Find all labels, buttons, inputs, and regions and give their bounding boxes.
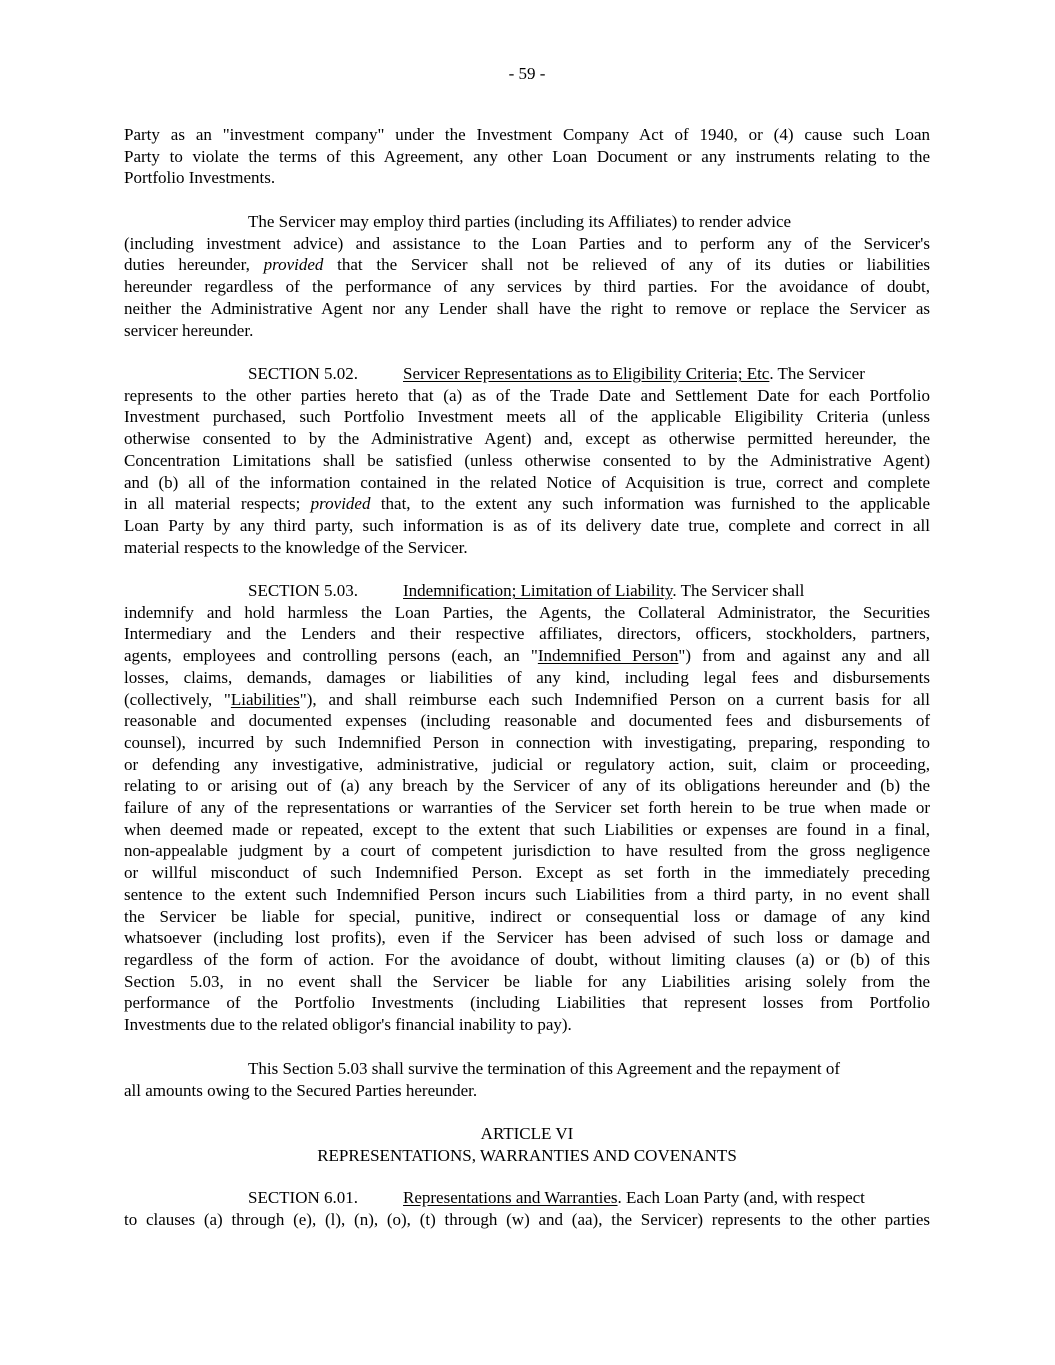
text-line: indemnify and hold harmless the Loan Parties, the Agents, the Collateral Administrator, the Securities [124,602,930,622]
text-line: Portfolio Investments. [124,168,276,188]
paragraph-third-parties [124,211,930,341]
text-line: relating to or arising out of (a) any breach by the Servicer of any of its obligations hereunder and (b) the [124,776,930,796]
text-line: when deemed made or repeated, except to the extent that such Liabilities or expenses are found in a final, [124,819,930,839]
section-5-03: SECTION 5.03. Indemnification; Limitation of Liability. The Servicer shall indemnify and hold harmless the Loan Parties, the Agents, the Collateral Administrator, the Securities Intermediary and the Lenders and their respective affiliates, directors, officers, stockholders, partners, agents, employees and controlling persons (each, an "Indemnified Person") from and against any and all losses, claims, demands, damages or liabilities of any kind, including legal fees and disbursements (collectively, "Liabilities"), and shall reimburse each such Indemnified Person on a current basis for all reasonable and documented expenses (including reasonable and documented fees and disbursements of counsel), incurred by such Indemnified Person in connection with investigating, preparing, responding to or defending any investigative, administrative, judicial or regulatory action, suit, claim or proceeding, relating to or arising out of (a) any breach by the Servicer of any of its obligations hereunder and (b) the failure of any of the representations or warranties of the Servicer set forth herein to be true when made or when deemed made or repeated, except to the extent that such Liabilities or expenses are found in a final, non-appealable judgment by a court of competent jurisdiction to have resulted from the gross negligence or willful misconduct of such Indemnified Person. Except as set forth in the immediately preceding sentence to the extent such Indemnified Person incurs such Liabilities from a third party, in no event shall the Servicer be liable for special, punitive, indirect or consequential loss or damage of any kind whatsoever (including lost profits), even if the Servicer has been advised of such loss or damage and regardless of the form of action. For the avoidance of doubt, without limiting clauses (a) or (b) of this Section 5.03, in no event shall the Servicer be liable for any Liabilities arising solely from the performance of the Portfolio Investments (including Liabilities that represent losses from Portfolio Investments due to the related obligor's financial inability to pay). [124,581,931,1035]
section-number: SECTION 5.02. [248,364,359,383]
text-line: neither the Administrative Agent nor any Lender shall have the right to remove or replace the Servicer as [124,298,930,318]
section-heading: Servicer Representations as to Eligibility Criteria; Etc [403,364,770,383]
text-line: servicer hereunder. [124,320,254,340]
section-5-02: SECTION 5.02. Servicer Representations as to Eligibility Criteria; Etc. The Servicer represents to the other parties hereto that (a) as of the Trade Date and Settlement Date for each Portfolio Investment purchased, such Portfolio Investment meets all of the applicable Eligibility Criteria (unless otherwise consented to by the Administrative Agent) and, except as otherwise permitted hereunder, the Concentration Limitations shall be satisfied (unless otherwise consented to by the Administrative Agent) and (b) all of the information contained in the related Notice of Acquisition is true, correct and complete in all material respects; provided that, to the extent any such information was furnished to the applicable Loan Party by any third party, such information is as of its delivery date true, complete and correct in all material respects to the knowledge of the Servicer. [124,364,931,557]
text-line: in all material respects; provided that, to the extent any such information was furnished to the applicable [124,494,931,514]
text-line: (collectively, "Liabilities"), and shall reimburse each such Indemnified Person on a current basis for all [124,689,930,709]
text-line: performance of the Portfolio Investments (including Liabilities that represent losses from Portfolio [124,993,930,1013]
text-line: Loan Party by any third party, such information is as of its delivery date true, complete and correct in all [124,515,930,535]
article-title: REPRESENTATIONS, WARRANTIES AND COVENANTS [317,1145,737,1165]
text-line: Investments due to the related obligor's financial inability to pay). [124,1015,572,1035]
text-line: material respects to the knowledge of the Servicer. [124,537,468,557]
text-line: sentence to the extent such Indemnified Person incurs such Liabilities from a third party, in no event shall [124,884,930,904]
text-line: Party as an "investment company" under the Investment Company Act of 1940, or (4) cause such Loan [124,125,930,144]
text-line: or defending any investigative, administrative, judicial or regulatory action, suit, claim or proceeding, [124,754,930,774]
text-line: failure of any of the representations or warranties of the Servicer set forth herein to be true when made or [124,798,930,818]
defined-term: Liabilities [230,689,300,709]
text-line: Party to violate the terms of this Agreement, any other Loan Document or any instruments relating to the [124,146,930,166]
italic-term: provided [263,255,324,275]
text-line: Intermediary and the Lenders and their respective affiliates, directors, officers, stockholders, partners, [124,624,930,644]
text-line: to clauses (a) through (e), (l), (n), (o), (t) through (w) and (aa), the Servicer) represents to the other parties [124,1209,930,1229]
text-line: the Servicer be liable for special, punitive, indirect or consequential loss or damage of any kind [124,906,930,926]
italic-term: provided [310,494,371,514]
section-number: SECTION 5.03. [248,581,359,600]
text-line: whatsoever (including lost profits), even if the Servicer has been advised of such loss or damage and [124,928,930,948]
text-line: or willful misconduct of such Indemnified Person. Except as set forth in the immediately preceding [124,863,930,883]
text-line: otherwise consented to by the Administrative Agent) and, except as otherwise permitted hereunder, the [124,429,930,449]
text-line: agents, employees and controlling persons (each, an "Indemnified Person") from and against any and all [124,646,931,666]
paragraph-survival [124,1058,930,1101]
text-line: reasonable and documented expenses (including reasonable and documented fees and disbursements of [124,711,930,731]
defined-term: Indemnified Person [537,646,679,666]
text-line: and (b) all of the information contained in the related Notice of Acquisition is true, correct and complete [124,472,930,492]
text-line: This Section 5.03 shall survive the termination of this Agreement and the repayment of [248,1059,841,1078]
text-line: losses, claims, demands, damages or liabilities of any kind, including legal fees and disbursements [124,667,930,687]
text-line: (including investment advice) and assistance to the Loan Parties and to perform any of the Servicer's [124,233,930,253]
paragraph-continuation [124,124,930,189]
text-line: counsel), incurred by such Indemnified Person in connection with investigating, preparing, responding to [124,732,930,752]
text-line: represents to the other parties hereto that (a) as of the Trade Date and Settlement Date for each Portfolio [124,385,930,405]
section-heading: Indemnification; Limitation of Liability [403,581,673,600]
page-number: - 59 - [508,64,546,83]
text-line: duties hereunder, provided that the Servicer shall not be relieved of any of its duties or liabilities [124,255,931,275]
text-line: regardless of the form of action. For the avoidance of doubt, without limiting clauses (a) or (b) of this [124,949,930,969]
text-line: Investment purchased, such Portfolio Investment meets all of the applicable Eligibility Criteria (unless [124,407,930,427]
text-line: Concentration Limitations shall be satisfied (unless otherwise consented to by the Administrative Agent) [124,450,930,470]
section-heading: Representations and Warranties [403,1188,618,1207]
text-line: hereunder regardless of the performance of any services by third parties. For the avoidance of doubt, [124,277,930,297]
text-line: Section 5.03, in no event shall the Servicer be liable for any Liabilities arising solely from the [124,971,930,991]
text-line: all amounts owing to the Secured Parties hereunder. [124,1080,478,1100]
article-number: ARTICLE VI [480,1124,574,1143]
text-line: non-appealable judgment by a court of competent jurisdiction to have resulted from the gross negligence [124,841,930,861]
article-heading [124,1123,930,1166]
section-number: SECTION 6.01. [248,1188,359,1207]
text-line: The Servicer may employ third parties (including its Affiliates) to render advice [248,212,792,231]
section-6-01: SECTION 6.01. Representations and Warranties. Each Loan Party (and, with respect to clauses (a) through (e), (l), (n), (o), (t) through (w) and (aa), the Servicer) represents to the other parties [124,1188,930,1229]
